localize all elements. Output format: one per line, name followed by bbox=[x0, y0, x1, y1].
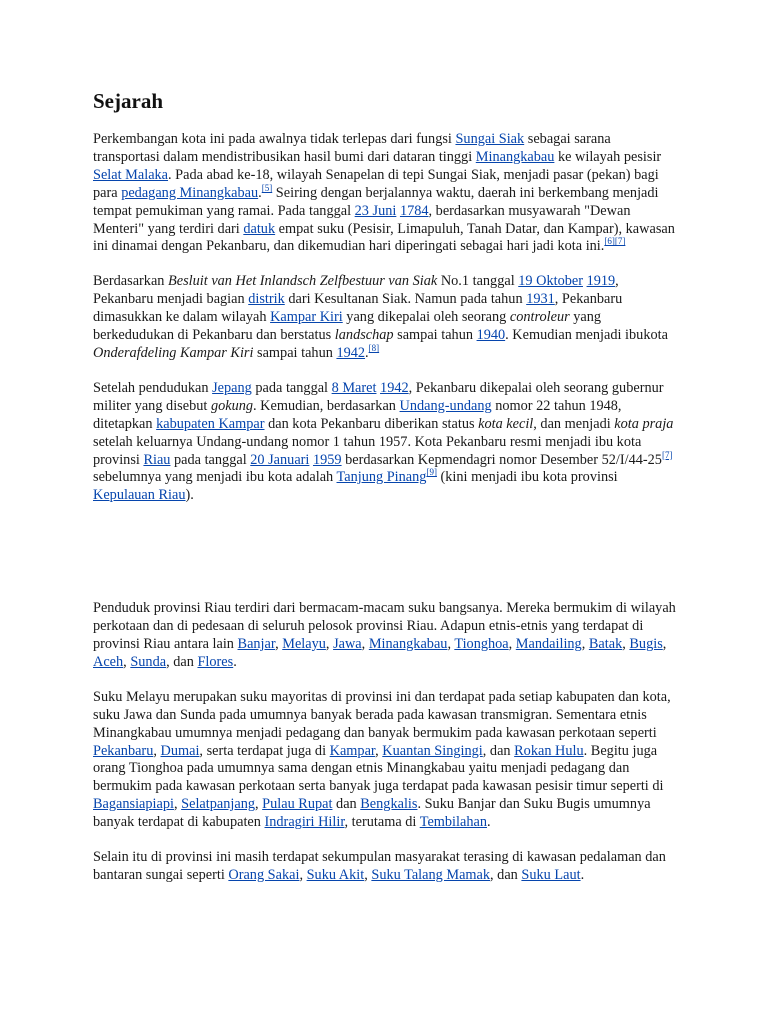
link-suku-talang-mamak[interactable]: Suku Talang Mamak bbox=[371, 867, 491, 883]
text: , bbox=[174, 796, 182, 813]
paragraph-history-colonial bbox=[93, 273, 678, 363]
text: sebagai sarana transportasi dalam mendistribusikan hasil bumi dari dataran tinggi bbox=[93, 131, 611, 165]
link-23-juni[interactable]: 23 Juni bbox=[354, 202, 397, 219]
link-bagansiapiapi[interactable]: Bagansiapiapi bbox=[93, 796, 174, 813]
citation[interactable] bbox=[426, 467, 437, 477]
blank-space bbox=[93, 522, 678, 600]
link-minangkabau[interactable]: Minangkabau bbox=[368, 636, 448, 653]
text: . Kemudian menjadi ibukota bbox=[505, 327, 668, 344]
paragraph-history-modern bbox=[93, 380, 678, 505]
text: Setelah pendudukan bbox=[93, 379, 213, 396]
text: , dan bbox=[482, 742, 515, 759]
text: . bbox=[580, 867, 585, 883]
link-suku-akit[interactable]: Suku Akit bbox=[306, 867, 365, 883]
text: setelah keluarnya Undang-undang nomor 1 tahun 1957. Kota Pekanbaru resmi menjadi ibu kota provinsi bbox=[93, 433, 642, 468]
text: Seiring dengan berjalannya waktu, daerah ini berkembang menjadi tempat pemukiman yang ramai. Pada tanggal bbox=[93, 184, 659, 219]
link-aceh[interactable]: Aceh bbox=[93, 653, 124, 670]
text: dan kota Pekanbaru diberikan status bbox=[264, 415, 479, 432]
link-rokan-hulu[interactable]: Rokan Hulu bbox=[514, 742, 584, 759]
link-20-januari[interactable]: 20 Januari bbox=[250, 451, 310, 468]
separator: , bbox=[361, 636, 369, 653]
link-selat-malaka[interactable]: Selat Malaka bbox=[93, 166, 169, 183]
link-pulau-rupat[interactable]: Pulau Rupat bbox=[262, 796, 333, 813]
link-1940[interactable]: 1940 bbox=[476, 327, 506, 344]
text: . bbox=[365, 344, 369, 361]
link-kampar[interactable]: Kampar bbox=[329, 742, 376, 759]
text: sampai tahun bbox=[253, 344, 337, 361]
separator: , bbox=[275, 636, 283, 653]
separator: , dan bbox=[166, 653, 198, 670]
paragraph-population bbox=[93, 600, 678, 672]
link-bengkalis[interactable]: Bengkalis bbox=[360, 796, 418, 813]
text: Suku Melayu merupakan suku mayoritas di provinsi ini dan terdapat pada setiap kabupaten dan kota, suku Jawa dan Sunda pada umumnya banyak berada pada kawasan transmigran. Sementara etnis Minangkabau umumnya menjadi pedagang dan banyak bermukim pada kawasan perkotaan seperti bbox=[93, 688, 671, 741]
link-tembilahan[interactable]: Tembilahan bbox=[419, 814, 487, 831]
text: , dan bbox=[490, 867, 522, 883]
text: yang dikepalai oleh seorang bbox=[342, 309, 510, 326]
paragraph-isolated-communities bbox=[93, 849, 678, 885]
link-1931[interactable]: 1931 bbox=[526, 291, 555, 308]
link-suku-laut[interactable]: Suku Laut bbox=[521, 867, 581, 883]
separator: , bbox=[508, 636, 516, 653]
link-orang-sakai[interactable]: Orang Sakai bbox=[228, 867, 300, 883]
text: , Pekanbaru dikepalai oleh seorang gubernur militer yang disebut bbox=[93, 379, 664, 414]
text: sampai tahun bbox=[393, 327, 477, 344]
text: Perkembangan kota ini pada awalnya tidak terlepas dari fungsi bbox=[93, 131, 456, 147]
text: , berdasarkan musyawarah "Dewan Menteri" yang terdiri dari bbox=[93, 202, 631, 237]
link-1919[interactable]: 1919 bbox=[586, 273, 616, 290]
italic-text: controleur bbox=[509, 309, 570, 326]
separator: , bbox=[622, 636, 630, 653]
separator: , bbox=[325, 636, 334, 653]
link-1942[interactable]: 1942 bbox=[336, 344, 366, 361]
text: empat suku (Pesisir, Limapuluh, Tanah Datar, dan Kampar), kawasan ini dinamai dengan Pekanbaru, dan dikemudian hari diperingati sebagai hari jadi kota ini. bbox=[93, 220, 675, 255]
text: dan bbox=[332, 796, 361, 813]
link-sungai-siak[interactable]: Sungai Siak bbox=[455, 131, 525, 147]
link-1784[interactable]: 1784 bbox=[399, 202, 429, 219]
text: yang berkedudukan di Pekanbaru dan berstatus bbox=[93, 309, 602, 344]
text: , bbox=[375, 742, 383, 759]
link-distrik[interactable]: distrik bbox=[248, 291, 285, 308]
link-1942[interactable]: 1942 bbox=[380, 379, 409, 396]
link-kampar-kiri[interactable]: Kampar Kiri bbox=[270, 309, 343, 326]
link-bugis[interactable]: Bugis bbox=[629, 636, 663, 653]
link-melayu[interactable]: Melayu bbox=[282, 636, 326, 653]
text: , bbox=[364, 867, 372, 883]
link-banjar[interactable]: Banjar bbox=[237, 636, 276, 653]
text: . bbox=[258, 184, 262, 201]
link-datuk[interactable]: datuk bbox=[243, 220, 276, 237]
link-batak[interactable]: Batak bbox=[588, 636, 623, 653]
link-8-maret[interactable]: 8 Maret bbox=[331, 379, 377, 396]
link-tionghoa[interactable]: Tionghoa bbox=[454, 636, 509, 653]
text: , bbox=[153, 742, 161, 759]
link-kabupaten-kampar[interactable]: kabupaten Kampar bbox=[156, 415, 265, 432]
link-riau[interactable]: Riau bbox=[143, 451, 171, 468]
text: pada tanggal bbox=[170, 451, 251, 468]
separator: , bbox=[662, 636, 667, 653]
citation-link-9[interactable]: [9] bbox=[426, 467, 437, 478]
citation[interactable] bbox=[262, 183, 273, 193]
text: , serta terdapat juga di bbox=[199, 742, 330, 759]
link-jepang[interactable]: Jepang bbox=[212, 379, 252, 396]
link-indragiri-hilir[interactable]: Indragiri Hilir bbox=[264, 814, 345, 831]
text: , Pekanbaru dimasukkan ke dalam wilayah bbox=[93, 291, 623, 326]
link-1959[interactable]: 1959 bbox=[312, 451, 342, 468]
separator: , bbox=[581, 636, 589, 653]
link-dumai[interactable]: Dumai bbox=[160, 742, 200, 759]
citation[interactable] bbox=[369, 343, 380, 353]
link-jawa[interactable]: Jawa bbox=[333, 636, 362, 653]
italic-text: gokung bbox=[210, 397, 254, 414]
link-minangkabau[interactable]: Minangkabau bbox=[475, 148, 555, 165]
citation-link-6-7[interactable]: [6][7] bbox=[604, 236, 626, 247]
text: sebelumnya yang menjadi ibu kota adalah bbox=[93, 469, 337, 486]
link-undang-undang[interactable]: Undang-undang bbox=[399, 397, 492, 414]
text: nomor 22 tahun 1948, ditetapkan bbox=[93, 397, 622, 432]
citation[interactable] bbox=[604, 236, 625, 246]
paragraph-ethnic-distribution bbox=[93, 689, 678, 832]
section-heading: Sejarah bbox=[93, 89, 163, 113]
text: dari Kesultanan Siak. Namun pada tahun bbox=[284, 291, 527, 308]
text: , bbox=[299, 867, 307, 883]
citation-link-8[interactable]: [8] bbox=[368, 342, 380, 353]
italic-text: kota kecil bbox=[478, 415, 534, 432]
link-flores[interactable]: Flores bbox=[197, 653, 234, 670]
link-19-oktober[interactable]: 19 Oktober bbox=[518, 273, 583, 290]
italic-text: Onderafdeling Kampar Kiri bbox=[93, 344, 254, 361]
italic-text: Besluit van Het Inlandsch Zelfbestuur van Siak bbox=[168, 273, 438, 290]
text: ke wilayah pesisir bbox=[554, 148, 662, 165]
link-kepulauan-riau[interactable]: Kepulauan Riau bbox=[93, 487, 186, 504]
text: , bbox=[255, 796, 263, 813]
text: No.1 tanggal bbox=[437, 273, 519, 290]
link-selatpanjang[interactable]: Selatpanjang bbox=[181, 796, 256, 813]
italic-text: kota praja bbox=[614, 415, 674, 432]
text: ). bbox=[185, 487, 194, 504]
italic-text: landschap bbox=[334, 327, 394, 344]
text: Berdasarkan bbox=[93, 273, 169, 290]
text: , Pekanbaru menjadi bagian bbox=[93, 273, 619, 308]
text: . Kemudian, berdasarkan bbox=[253, 397, 400, 414]
link-pedagang-minangkabau[interactable]: pedagang Minangkabau bbox=[121, 184, 259, 201]
text: pada tanggal bbox=[251, 379, 332, 396]
link-mandailing[interactable]: Mandailing bbox=[515, 636, 582, 653]
link-kuantan-singingi[interactable]: Kuantan Singingi bbox=[382, 742, 483, 759]
paragraph-history-origin bbox=[93, 131, 678, 256]
text: , terutama di bbox=[344, 814, 420, 831]
link-pekanbaru[interactable]: Pekanbaru bbox=[93, 742, 154, 759]
text: . bbox=[487, 814, 491, 831]
text: berdasarkan Kepmendagri nomor Desember 52/I/44-25 bbox=[341, 451, 662, 468]
link-sunda[interactable]: Sunda bbox=[130, 653, 167, 670]
article-body bbox=[93, 88, 678, 902]
citation-link-5[interactable]: [5] bbox=[261, 182, 273, 193]
text: Selain itu di provinsi ini masih terdapat sekumpulan masyarakat terasing di kawasan pedalaman dan bantaran sungai seperti bbox=[93, 849, 666, 883]
text: Penduduk provinsi Riau terdiri dari bermacam-macam suku bangsanya. Mereka bermukim di wilayah perkotaan dan di pedesaan di seluruh pelosok provinsi Riau. Adapun etnis-etnis yang terdapat di provinsi Riau antara lain bbox=[93, 600, 676, 653]
text: (kini menjadi ibu kota provinsi bbox=[436, 469, 618, 486]
text: . Begitu juga orang Tionghoa pada umumnya sama dengan etnis Minangkabau yaitu menjadi pedagang dan bermukim pada kawasan perkotaan serta banyak juga terdapat pada kawasan pesisir timur seperti di bbox=[93, 742, 664, 795]
text: . Suku Banjar dan Suku Bugis umumnya banyak terdapat di kabupaten bbox=[93, 796, 651, 831]
separator: , bbox=[447, 636, 455, 653]
text: . Pada abad ke-18, wilayah Senapelan di tepi Sungai Siak, menjadi pasar (pekan) bagi para bbox=[93, 166, 659, 201]
separator: , bbox=[123, 653, 131, 670]
separator: . bbox=[233, 653, 237, 670]
link-tanjung-pinang[interactable]: Tanjung Pinang bbox=[336, 469, 427, 486]
citation-link-7[interactable]: [7] bbox=[661, 449, 673, 460]
citation[interactable] bbox=[662, 450, 673, 460]
text: , dan menjadi bbox=[533, 415, 615, 432]
